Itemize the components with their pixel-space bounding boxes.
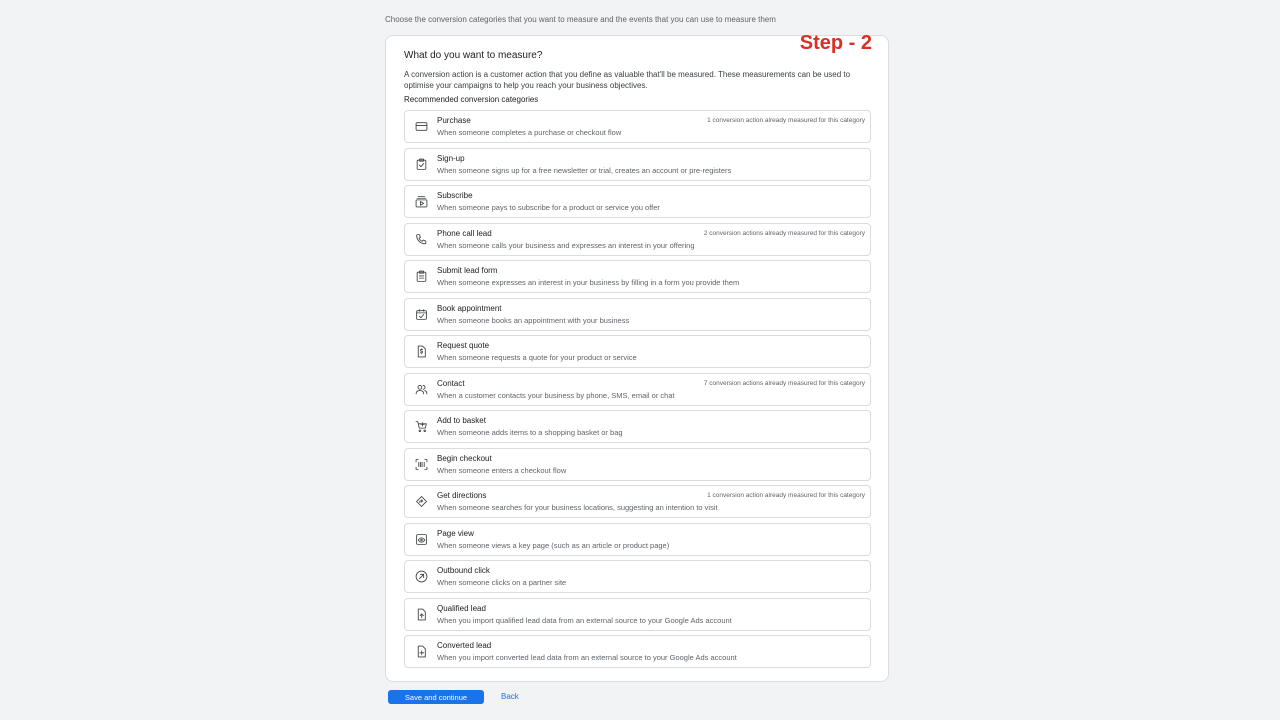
category-description: When someone expresses an interest in your business by filling in a form you provide them (437, 278, 740, 287)
category-sign-up[interactable] (404, 148, 871, 181)
category-book-appointment[interactable] (404, 298, 871, 331)
category-purchase[interactable] (404, 110, 871, 143)
category-title: Outbound click (437, 566, 490, 575)
category-title: Subscribe (437, 191, 473, 200)
category-title: Get directions (437, 491, 487, 500)
category-title: Converted lead (437, 641, 492, 650)
measured-note: 1 conversion action already measured for this category (707, 117, 865, 124)
category-title: Request quote (437, 341, 490, 350)
category-description: When someone books an appointment with your business (437, 315, 630, 325)
recommended-heading: Recommended conversion categories (404, 95, 539, 104)
page-intro: Choose the conversion categories that you want to measure and the events that you can use to measure them (385, 15, 776, 24)
category-description: When you import converted lead data from an external source to your Google Ads account (437, 653, 737, 662)
category-converted-lead[interactable] (404, 635, 871, 668)
category-title: Add to basket (437, 416, 486, 425)
category-outbound-click[interactable] (404, 560, 871, 593)
contacts-icon (415, 383, 428, 396)
measured-note: 7 conversion actions already measured for this category (703, 379, 865, 387)
page-view-icon (415, 533, 428, 546)
category-description: When someone completes a purchase or checkout flow (437, 128, 622, 137)
outbound-arrow-icon (415, 570, 428, 583)
category-title: Page view (437, 528, 474, 538)
measured-note: 1 conversion action already measured for this category (707, 492, 865, 499)
category-description: When you import qualified lead data from an external source to your Google Ads account (437, 615, 732, 625)
category-title: Begin checkout (437, 453, 492, 463)
category-request-quote[interactable] (404, 335, 871, 368)
category-title: Qualified lead (437, 603, 486, 613)
category-subscribe[interactable] (404, 185, 871, 218)
category-title: Submit lead form (437, 266, 498, 275)
category-description: When a customer contacts your business by phone, SMS, email or chat (437, 390, 675, 400)
step-label: Step - 2 (799, 32, 872, 54)
category-description: When someone enters a checkout flow (437, 465, 567, 475)
category-submit-lead-form[interactable] (404, 260, 871, 293)
category-description: When someone signs up for a free newsletter or trial, creates an account or pre-registers (437, 165, 732, 175)
upload-file-plus-icon (415, 645, 428, 658)
phone-icon (415, 233, 428, 246)
category-description: When someone pays to subscribe for a product or service you offer (437, 203, 660, 212)
barcode-scanner-icon (415, 458, 428, 471)
category-begin-checkout[interactable] (404, 448, 871, 481)
category-description: When someone searches for your business locations, suggesting an intention to visit (437, 503, 718, 512)
category-title: Book appointment (437, 303, 502, 313)
category-list (404, 110, 871, 673)
checkbox-clipboard-icon (415, 158, 428, 171)
category-title: Contact (437, 378, 465, 388)
category-description: When someone clicks on a partner site (437, 578, 567, 587)
card-heading: What do you want to measure? (404, 50, 543, 61)
calendar-check-icon (415, 308, 428, 321)
category-add-to-basket[interactable] (404, 410, 871, 443)
directions-icon (415, 495, 428, 508)
card-description: A conversion action is a customer action that you define as valuable that'll be measured. These measurements can be used to optimise your campaigns to help you reach your business objectives. (404, 70, 851, 90)
category-qualified-lead[interactable] (404, 598, 871, 631)
category-description: When someone views a key page (such as an article or product page) (437, 540, 670, 550)
category-description: When someone calls your business and expresses an interest in your offering (437, 240, 695, 250)
category-title: Purchase (437, 116, 471, 125)
form-icon (415, 270, 428, 283)
category-description: When someone requests a quote for your product or service (437, 353, 637, 362)
subscriptions-icon (415, 195, 428, 208)
measured-note: 2 conversion actions already measured for this category (703, 229, 865, 237)
category-page-view[interactable] (404, 523, 871, 556)
category-phone-call-lead[interactable] (404, 223, 871, 256)
quote-document-icon (415, 345, 428, 358)
category-contact[interactable] (404, 373, 871, 406)
category-title: Phone call lead (437, 228, 492, 238)
save-and-continue-button[interactable]: Save and continue (388, 690, 484, 704)
category-get-directions[interactable] (404, 485, 871, 518)
measure-card (385, 32, 889, 682)
add-cart-icon (415, 420, 428, 433)
upload-file-icon (415, 608, 428, 621)
category-description: When someone adds items to a shopping basket or bag (437, 428, 623, 437)
category-title: Sign-up (437, 153, 465, 163)
back-button[interactable]: Back (501, 692, 519, 701)
credit-card-icon (415, 120, 428, 133)
